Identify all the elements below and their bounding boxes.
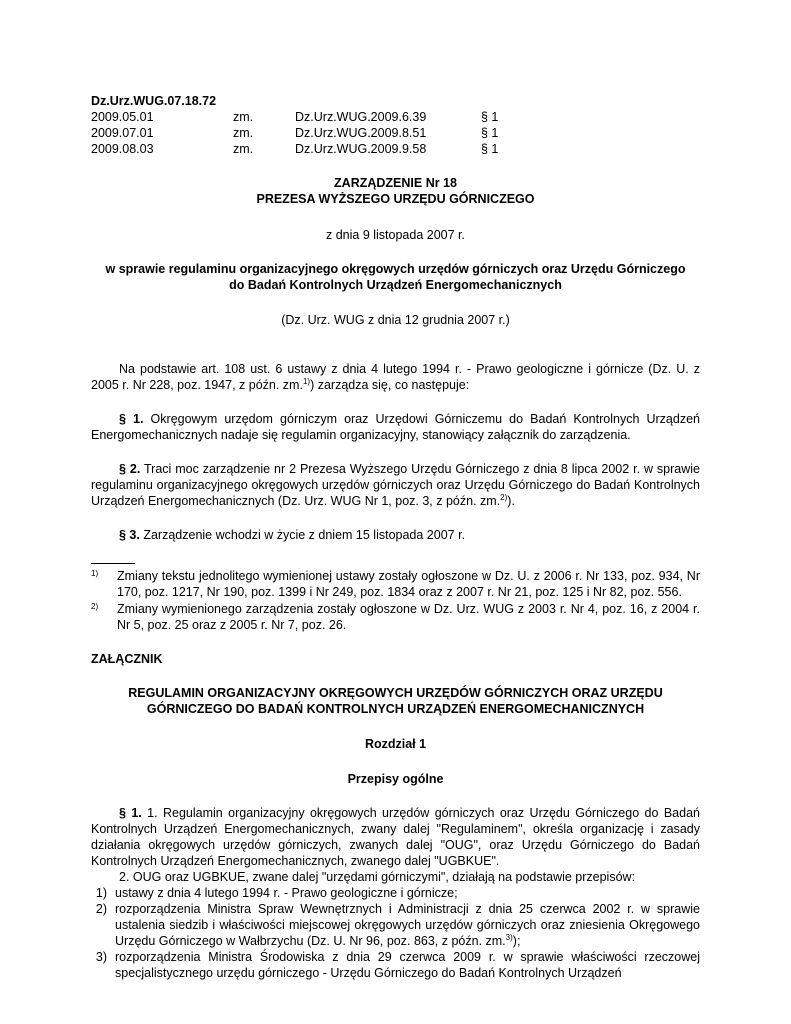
amendment-type: zm. xyxy=(233,126,254,140)
ordinance-title xyxy=(91,175,700,207)
list-item-text xyxy=(115,949,700,981)
amendment-paragraph: § 1 xyxy=(481,110,499,124)
amendment-row xyxy=(91,125,700,141)
section-mark: § 2. xyxy=(119,462,141,476)
list-item xyxy=(91,949,700,981)
section-2 xyxy=(91,461,700,509)
amendment-paragraph: § 1 xyxy=(481,126,499,140)
footnote-number: 1) xyxy=(91,569,99,578)
footnote-separator xyxy=(91,563,135,564)
section-text: Zarządzenie wchodzi w życie z dniem 15 listopada 2007 r. xyxy=(139,528,466,542)
footnote-text: Zmiany tekstu jednolitego wymienionej ustawy zostały ogłoszone w Dz. U. z 2006 r. Nr 133, poz. 934, Nr 170, poz. 1217, Nr 190, poz. 1399 i Nr 249, poz. 1834 oraz z 2007 r. Nr 21, poz. 125 i Nr 82, poz. 556. xyxy=(117,569,700,599)
footnotes xyxy=(91,568,700,633)
amendment-type: zm. xyxy=(233,110,254,124)
list-item-number: 3) xyxy=(95,950,107,964)
amendment-type: zm. xyxy=(233,142,254,156)
amendment-date: 2009.08.03 xyxy=(91,142,154,156)
footnote-ref: 1) xyxy=(302,376,311,386)
section-1 xyxy=(91,411,700,443)
list-item-body: rozporządzenia Ministra Środowiska z dnia 29 czerwca 2009 r. w sprawie właściwości rzeczowej specjalistycznego urzędu górniczego - Urzędu Górniczego do Badań Kontrolnych Urządzeń xyxy=(115,950,700,980)
chapter-number: Rozdział 1 xyxy=(364,737,427,751)
list-item xyxy=(91,885,700,901)
ordinance-subject-line: w sprawie regulaminu organizacyjnego okręgowych urzędów górniczych oraz Urzędu Górniczego xyxy=(105,262,686,276)
annex-label: ZAŁĄCZNIK xyxy=(91,652,163,666)
ordinance-date: z dnia 9 listopada 2007 r. xyxy=(326,228,465,242)
footnote xyxy=(91,568,700,600)
annex-paragraph-1 xyxy=(91,805,700,869)
publication-note: (Dz. Urz. WUG z dnia 12 grudnia 2007 r.) xyxy=(281,313,510,327)
list-item-number: 2) xyxy=(95,902,107,916)
amendment-date: 2009.05.01 xyxy=(91,110,154,124)
ordinance-issuer: PREZESA WYŻSZEGO URZĘDU GÓRNICZEGO xyxy=(256,192,535,206)
paragraph-text: 1. Regulamin organizacyjny okręgowych urzędów górniczych oraz Urzędu Górniczego do Badań Kontrolnych Urządzeń Energomechanicznych, zwany dalej "Regulaminem", określa organizację i zasady działania okręgowych urzędów górniczych, zwanych dalej "OUG", oraz Urzędu Górniczego do Badań Kontrolnych Urządzeń Energomechanicznych, zwanego dalej "UGBKUE". xyxy=(91,806,700,868)
chapter-title: Przepisy ogólne xyxy=(347,772,444,786)
amendment-reference: Dz.Urz.WUG.2009.6.39 xyxy=(295,110,427,124)
annex-title xyxy=(91,685,700,717)
preamble-text: ) zarządza się, co następuje: xyxy=(310,378,470,392)
annex-title-line: GÓRNICZEGO DO BADAŃ KONTROLNYCH URZĄDZEŃ ENERGOMECHANICZNYCH xyxy=(146,702,645,716)
document-code: Dz.Urz.WUG.07.18.72 xyxy=(91,94,217,108)
list-item xyxy=(91,901,700,949)
amendment-date: 2009.07.01 xyxy=(91,126,154,140)
section-mark: § 1. xyxy=(119,806,142,820)
ordinance-subject xyxy=(91,261,700,293)
preamble-text: Na podstawie art. 108 ust. 6 ustawy z dnia 4 lutego 1994 r. - Prawo geologiczne i górnicze (Dz. U. z 2005 r. Nr 228, poz. 1947, z późn. zm. xyxy=(91,362,700,392)
amendment-row xyxy=(91,109,700,125)
section-text: Traci moc zarządzenie nr 2 Prezesa Wyższego Urzędu Górniczego z dnia 8 lipca 2002 r. w sprawie regulaminu organizacyjnego okręgowych urzędów górniczych oraz Urzędu Górniczego do Badań Kontrolnych Urządzeń Energomechanicznych (Dz. Urz. WUG Nr 1, poz. 3, z późn. zm. xyxy=(91,462,700,508)
document-page xyxy=(91,93,700,981)
ordinance-subject-line: do Badań Kontrolnych Urządzeń Energomechanicznych xyxy=(229,278,562,292)
amendment-reference: Dz.Urz.WUG.2009.9.58 xyxy=(295,142,427,156)
list-item-number: 1) xyxy=(95,886,107,900)
list-item-body: rozporządzenia Ministra Spraw Wewnętrznych i Administracji z dnia 25 czerwca 2002 r. w sprawie ustalenia siedzib i właściwości miejscowej okręgowych urzędów górniczych oraz zniesienia Okręgowego Urzędu Górniczego w Wałbrzychu (Dz. U. Nr 96, poz. 863, z późn. zm. xyxy=(115,902,700,948)
annex-paragraph-2: 2. OUG oraz UGBKUE, zwane dalej "urzędami górniczymi", działają na podstawie przepisów: xyxy=(119,870,636,884)
section-mark: § 3. xyxy=(119,528,140,542)
amendment-reference: Dz.Urz.WUG.2009.8.51 xyxy=(295,126,427,140)
footnote-ref: 2) xyxy=(500,492,508,502)
amendment-paragraph: § 1 xyxy=(481,142,499,156)
amendment-history xyxy=(91,109,700,157)
list-item-body: ); xyxy=(512,934,521,948)
ordinance-number: ZARZĄDZENIE Nr 18 xyxy=(334,176,457,190)
footnote-ref: 3) xyxy=(505,932,513,942)
footnote-text: Zmiany wymienionego zarządzenia zostały ogłoszone w Dz. Urz. WUG z 2003 r. Nr 4, poz. 16, z 2004 r. Nr 5, poz. 25 oraz z 2005 r. Nr 7, poz. 26. xyxy=(117,602,700,632)
list-item-body: ustawy z dnia 4 lutego 1994 r. - Prawo geologiczne i górnicze; xyxy=(115,886,458,900)
section-3 xyxy=(91,527,700,543)
footnote xyxy=(91,601,700,633)
section-mark: § 1. xyxy=(119,412,144,426)
list-item-text xyxy=(115,901,700,949)
preamble xyxy=(91,361,700,393)
footnote-number: 2) xyxy=(91,602,99,611)
section-text: Okręgowym urzędom górniczym oraz Urzędowi Górniczemu do Badań Kontrolnych Urządzeń Energomechanicznych nadaje się regulamin organizacyjny, stanowiący załącznik do zarządzenia. xyxy=(91,412,700,442)
list-item-text xyxy=(115,885,700,901)
section-text: ). xyxy=(507,494,515,508)
amendment-row xyxy=(91,141,700,157)
legal-basis-list xyxy=(91,885,700,981)
annex-title-line: REGULAMIN ORGANIZACYJNY OKRĘGOWYCH URZĘDÓW GÓRNICZYCH ORAZ URZĘDU xyxy=(128,686,663,700)
